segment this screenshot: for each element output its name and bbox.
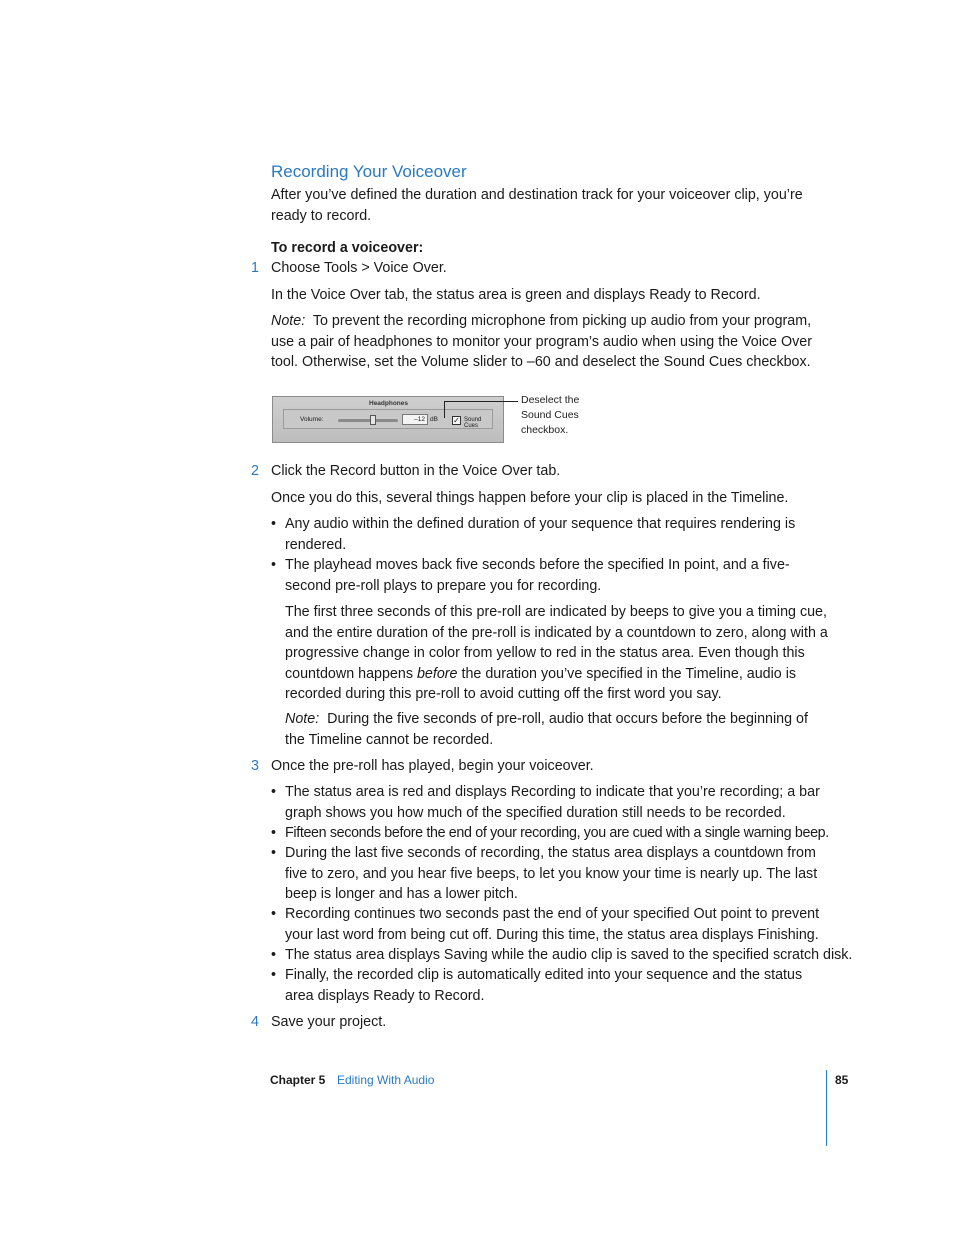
list-item: The playhead moves back five seconds before the specified In point, and a five-second pre-roll plays to prepare you for recording. <box>285 557 790 594</box>
list-item: Recording continues two seconds past the end of your specified Out point to prevent your last word from being cut off. During this time, the status area displays Finishing. <box>285 906 820 943</box>
db-unit-label: dB <box>430 416 438 423</box>
volume-label: Volume: <box>300 416 324 423</box>
callout-line <box>444 401 518 402</box>
bullet: • <box>271 784 277 800</box>
bullet: • <box>271 845 277 861</box>
list-item: Finally, the recorded clip is automatically edited into your sequence and the status area displays Ready to Record. <box>285 967 803 1004</box>
note-label: Note: <box>285 711 320 727</box>
bullet: • <box>271 906 277 922</box>
footer-divider <box>826 1070 827 1146</box>
step-text: Once the pre-roll has played, begin your voiceover. <box>271 758 594 774</box>
headphones-panel-screenshot <box>272 396 504 443</box>
list-item: During the last five seconds of recording, the status area displays a countdown from five to zero, and you hear five beeps, to let you know your time is nearly up. The last beep is longer and has a lower pitch. <box>285 845 818 902</box>
list-item: Fifteen seconds before the end of your recording, you are cued with a single warning beep. <box>285 825 829 841</box>
preroll-paragraph <box>285 602 830 705</box>
step-paragraph: In the Voice Over tab, the status area is green and displays Ready to Record. <box>271 287 761 303</box>
bullet: • <box>271 516 277 532</box>
preroll-text: the duration you’ve specified in the Timeline, audio is recorded during this pre-roll to avoid cutting off the first word you say. <box>285 665 797 702</box>
volume-slider-track <box>338 419 398 422</box>
bullet: • <box>271 967 277 983</box>
note-text: During the five seconds of pre-roll, audio that occurs before the beginning of the Timeline cannot be recorded. <box>285 711 808 748</box>
task-title: To record a voiceover: <box>271 240 424 256</box>
step-number: 3 <box>251 758 259 774</box>
sound-cues-checkbox: ✓ <box>453 416 460 425</box>
step-number: 4 <box>251 1014 259 1030</box>
intro-paragraph: After you’ve defined the duration and destination track for your voiceover clip, you’re ready to record. <box>271 187 803 224</box>
callout-line-text: Sound Cues <box>521 409 579 421</box>
panel-inner-box <box>283 409 493 429</box>
bullet: • <box>271 557 277 573</box>
step-text: Choose Tools > Voice Over. <box>271 260 447 276</box>
callout-line-text: Deselect the <box>521 394 580 406</box>
step-paragraph: Once you do this, several things happen before your clip is placed in the Timeline. <box>271 490 789 506</box>
note-text: To prevent the recording microphone from picking up audio from your program, use a pair of headphones to monitor your program’s audio when using the Voice Over tool. Otherwise, set the Volume slider to –60 and deselect the Sound Cues checkbox. <box>271 313 812 370</box>
callout-line-text: checkbox. <box>521 424 569 436</box>
note-label: Note: <box>271 313 306 329</box>
step-text: Click the Record button in the Voice Over tab. <box>271 463 561 479</box>
list-item: The status area is red and displays Recording to indicate that you’re recording; a bar graph shows you how much of the specified duration still needs to be recorded. <box>285 784 820 821</box>
step-text: Save your project. <box>271 1014 387 1030</box>
footer-chapter-title: Editing With Audio <box>337 1073 435 1087</box>
bullet: • <box>271 947 277 963</box>
sound-cues-label: Sound Cues <box>464 417 482 429</box>
step-number: 1 <box>251 260 259 276</box>
page-number: 85 <box>835 1073 849 1087</box>
callout-line <box>444 401 445 418</box>
panel-title: Headphones <box>369 400 409 407</box>
preroll-emphasis: before <box>416 665 458 682</box>
bullet: • <box>271 825 277 841</box>
list-item: Any audio within the defined duration of your sequence that requires rendering is rendered. <box>285 516 796 553</box>
preroll-text: The first three seconds of this pre-roll are indicated by beeps to give you a timing cue, and the entire duration of the pre-roll is indicated by a countdown to zero, along with a progressive change in color from yellow to red in the status area. Even though this countdown happens <box>285 604 828 682</box>
note-paragraph <box>271 311 831 373</box>
step-number: 2 <box>251 463 259 479</box>
list-item: The status area displays Saving while the audio clip is saved to the specified scratch disk. <box>285 947 853 963</box>
footer-chapter: Chapter 5 <box>270 1073 326 1087</box>
db-value-field: –12 <box>402 414 428 425</box>
section-heading: Recording Your Voiceover <box>271 162 467 181</box>
note-paragraph <box>285 709 830 750</box>
volume-slider-knob <box>370 415 376 425</box>
figure-callout <box>521 393 579 438</box>
